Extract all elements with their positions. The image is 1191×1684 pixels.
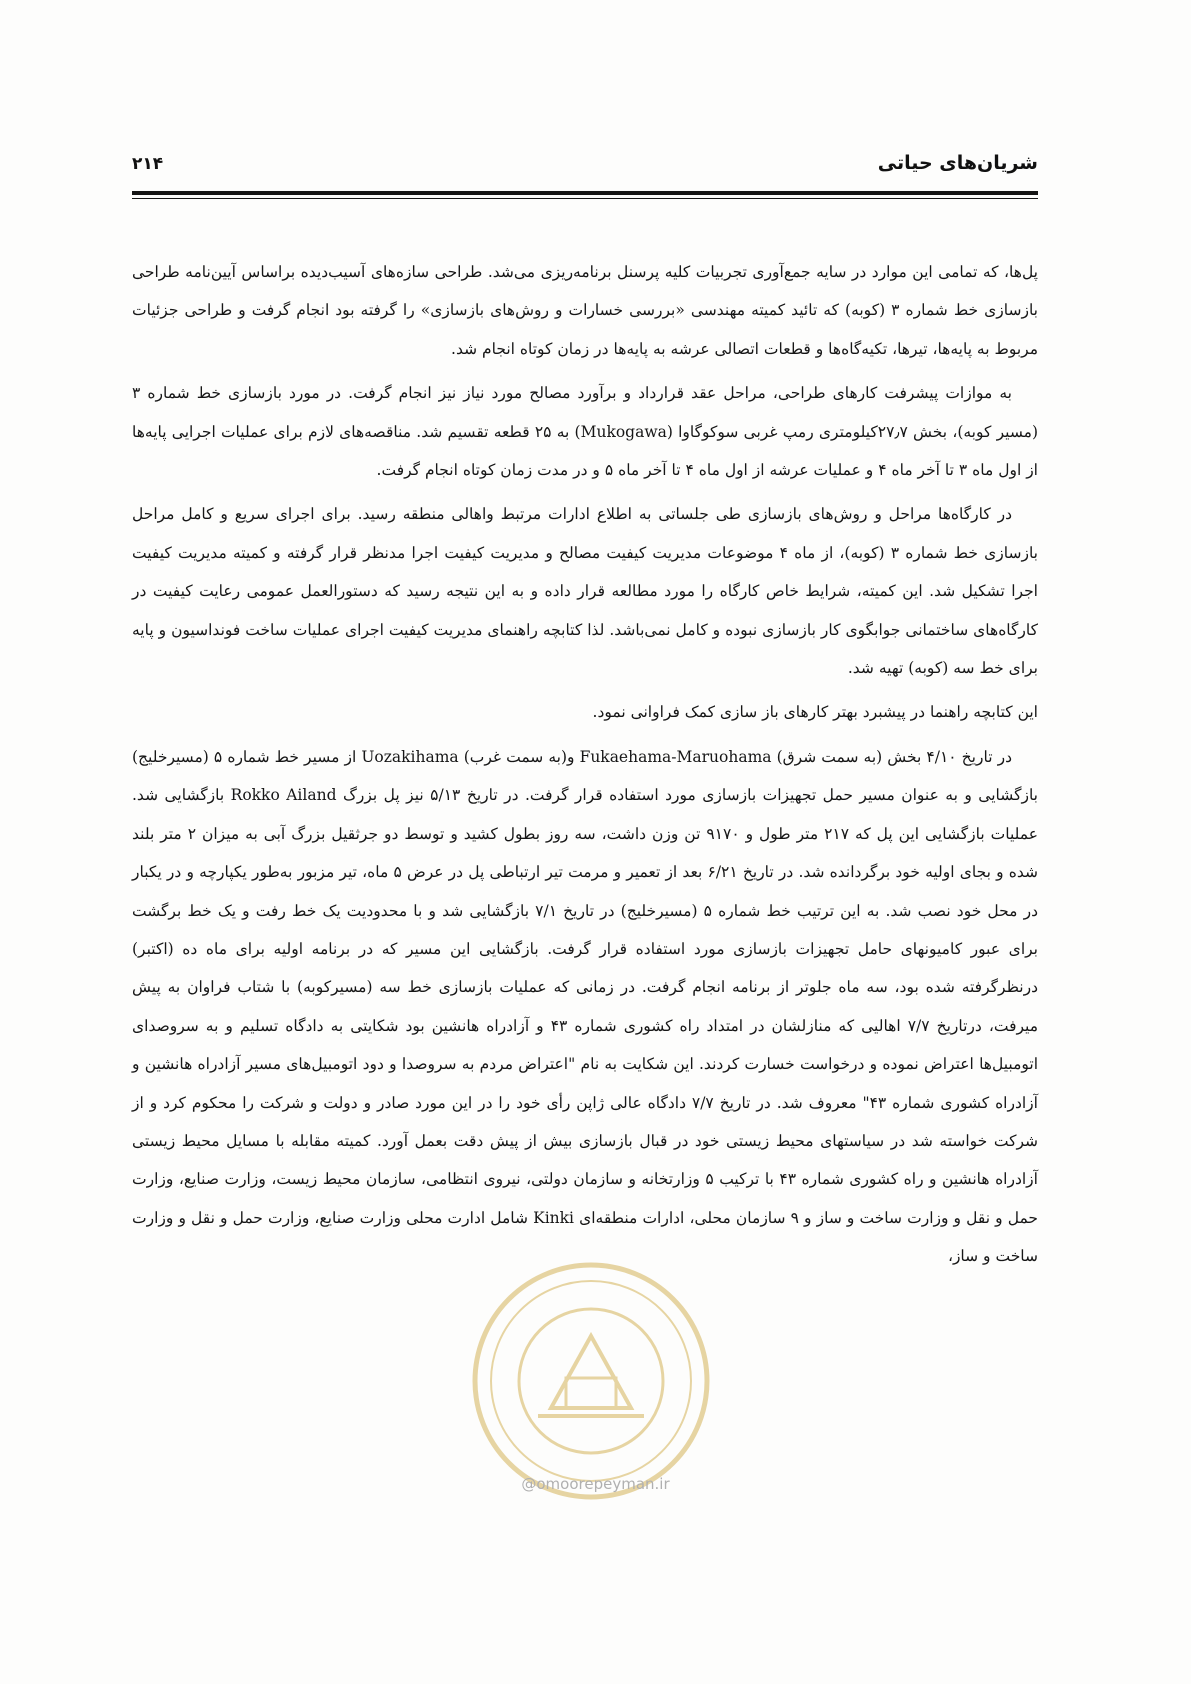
body-text xyxy=(132,253,1038,1282)
paragraph: در کارگاه‌ها مراحل و روش‌های بازسازی طی جلساتی به اطلاع ادارات مرتبط واهالی منطقه رسید. برای اجرای سریع و کامل مراحل بازسازی خط شماره ۳ (کوبه)، از ماه ۴ موضوعات مدیریت کیفیت مصالح و مدیریت کیفیت اجرا مدنظر قرار گرفته و کمیته مدیریت کیفیت اجرا تشکیل شد. این کمیته، شرایط خاص کارگاه را مورد مطالعه قرار داده و به این نتیجه رسید که دستورالعمل عمومی رعایت کیفیت در کارگاه‌های ساختمانی جوابگوی کار بازسازی نبوده و کامل نمی‌باشد. لذا کتابچه راهنمای مدیریت کیفیت اجرای عملیات ساخت فونداسیون و پایه برای خط سه (کوبه) تهیه شد. xyxy=(132,505,1038,678)
header-rule-thick xyxy=(132,191,1038,195)
page-number: ۲۱۴ xyxy=(132,154,164,174)
watermark-url: @omoorepeyman.ir xyxy=(521,1475,670,1493)
book-title: شریان‌های حیاتی xyxy=(877,152,1038,174)
paragraph: به موازات پیشرفت کارهای طراحی، مراحل عقد قرارداد و برآورد مصالح مورد نیاز نیز انجام گرفت. در مورد بازسازی خط شماره ۳ (مسیر کوبه)، بخش ۲۷٫۷کیلومتری رمپ غربی سوکوگاوا (Mukogawa) به ۲۵ قطعه تقسیم شد. مناقصه‌های لازم برای عملیات اجرایی پایه‌ها از اول ماه ۳ تا آخر ماه ۴ و عملیات عرشه از اول ماه ۴ تا آخر ماه ۵ و در مدت زمان کوتاه انجام گرفت. xyxy=(132,384,1038,480)
header-rule-thin xyxy=(132,198,1038,199)
paragraph: این کتابچه راهنما در پیشبرد بهتر کارهای باز سازی کمک فراوانی نمود. xyxy=(592,703,1038,722)
paragraph: پل‌ها، که تمامی این موارد در سایه جمع‌آوری تجربیات کلیه پرسنل برنامه‌ریزی می‌شد. طراحی سازه‌های آسیب‌دیده براساس آیین‌نامه طراحی بازسازی خط شماره ۳ (کوبه) که تائید کمیته مهندسی «بررسی خسارات و روش‌های بازسازی» را گرفته بود انجام گرفت و طراحی جزئیات مربوط به پایه‌ها، تیرها، تکیه‌گاه‌ها و قطعات اتصالی عرشه به پایه‌ها در زمان کوتاه انجام شد. xyxy=(132,263,1038,358)
watermark-seal-icon xyxy=(468,1258,714,1504)
paragraph: در تاریخ ۴/۱۰ بخش (به سمت شرق) Fukaehama-Maruohama و(به سمت غرب) Uozakihama از مسیر خط شماره ۵ (مسیرخلیج) بازگشایی و به عنوان مسیر حمل تجهیزات بازسازی مورد استفاده قرار گرفت. در تاریخ ۵/۱۳ نیز پل بزرگ Rokko Ailand بازگشایی شد. عملیات بازگشایی این پل که ۲۱۷ متر طول و ۹۱۷۰ تن وزن داشت، سه روز بطول کشید و توسط دو جرثقیل بزرگ آبی به میزان ۲ متر بلند شده و بجای اولیه خود برگردانده شد. در تاریخ ۶/۲۱ بعد از تعمیر و مرمت تیر ارتباطی پل در عرض ۵ ماه، تیر مزبور به‌طور یکپارچه و در یکبار در محل خود نصب شد. به این ترتیب خط شماره ۵ (مسیرخلیج) در تاریخ ۷/۱ بازگشایی شد و با محدودیت یک خط رفت و یک خط برگشت برای عبور کامیونهای حامل تجهیزات بازسازی مورد استفاده قرار گرفت. بازگشایی این مسیر که در برنامه اولیه برای ماه ده (اکتبر) درنظرگرفته شده بود، سه ماه جلوتر از برنامه انجام گرفت. در زمانی که عملیات بازسازی خط سه (مسیرکوبه) با شتاب فراوان به پیش میرفت، درتاریخ ۷/۷ اهالیی که منازلشان در امتداد راه کشوری شماره ۴۳ و آزادراه هانشین بود شکایتی به دادگاه تسلیم و به سروصدای اتومبیل‌ها اعتراض نموده و درخواست خسارت کردند. این شکایت به نام "اعتراض مردم به سروصدا و دود اتومبیل‌های مسیر آزادراه هانشین و آزادراه کشوری شماره ۴۳" معروف شد. در تاریخ ۷/۷ دادگاه عالی ژاپن رأی خود را در این مورد صادر و دولت و شرکت را محکوم کرد و از شرکت خواسته شد در سیاستهای محیط زیستی خود در قبال بازسازی بیش از پیش دقت بعمل آورد. کمیته مقابله با مسایل محیط زیستی آزادراه هانشین و راه کشوری شماره ۴۳ با ترکیب ۵ وزارتخانه و سازمان دولتی، نیروی انتظامی، سازمان محیط زیست، وزارت صنایع، وزارت حمل و نقل و وزارت ساخت و ساز و ۹ سازمان محلی، ادارات منطقه‌ای Kinki شامل ادارت محلی وزارت صنایع، وزارت حمل و نقل و وزارت ساخت و ساز، xyxy=(132,747,1039,1266)
page-header xyxy=(132,152,1038,188)
